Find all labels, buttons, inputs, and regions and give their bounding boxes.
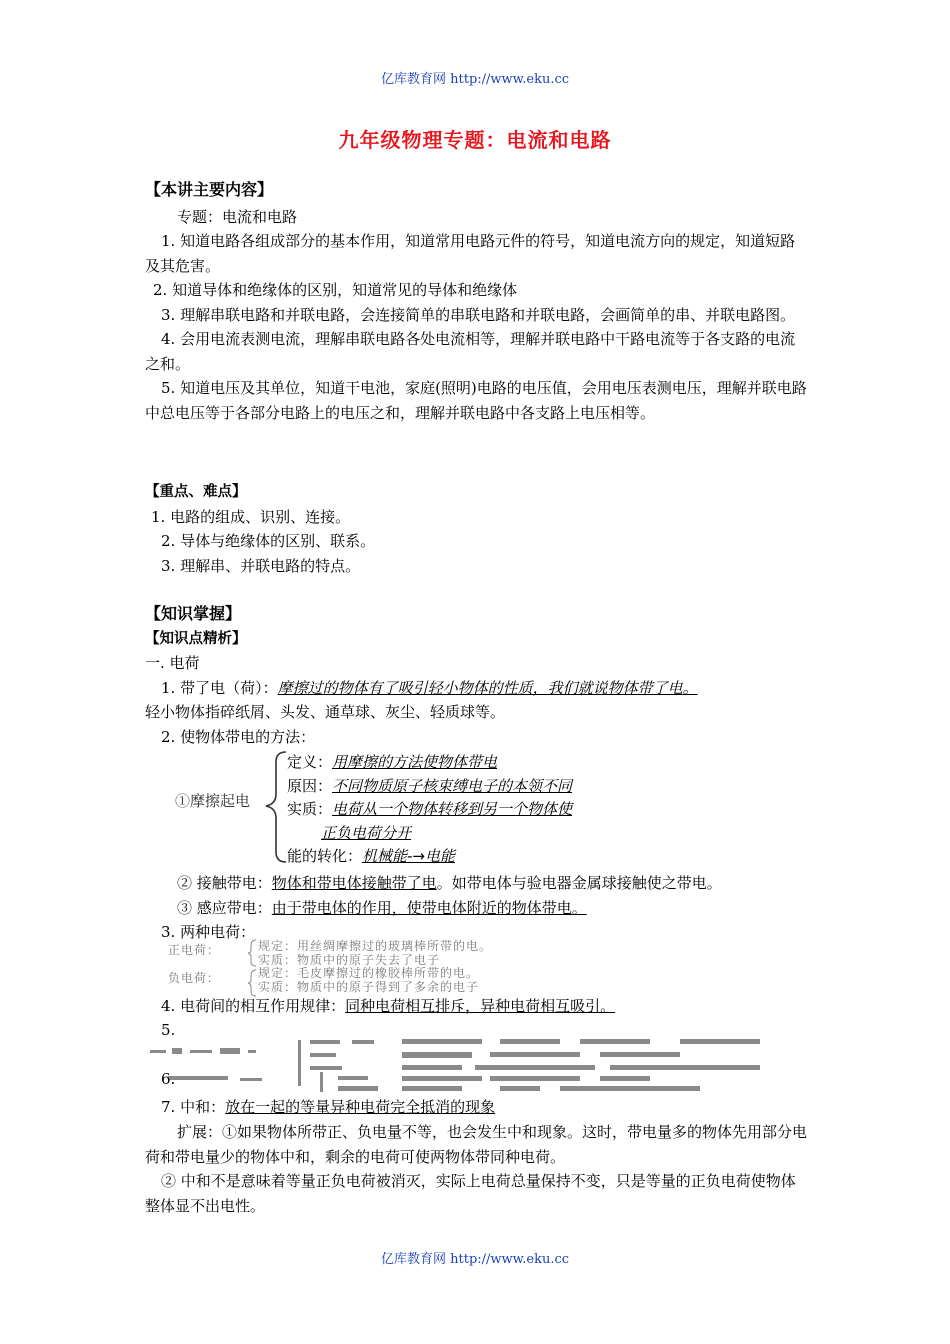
label: 1. 带了电（荷）： [161,678,278,697]
page-footer: 亿库教育网 http://www.eku.cc [380,1252,570,1267]
list-item: 2. 导体与绝缘体的区别、联系。 [161,532,376,550]
positive-charge-label: 正电荷： [168,943,221,957]
friction-label: ①摩擦起电 [175,792,251,810]
key: 能的转化： [287,847,363,865]
contact-charging [177,872,722,893]
definition-underlined: 摩擦过的物体有了吸引轻小物体的性质，我们就说物体带了电。 [277,678,698,697]
sub-section-title: 一. 电荷 [145,654,200,672]
value: 机械能-→电能 [362,847,455,865]
page-title: 九年级物理专题：电流和电路 [338,128,612,152]
section-main-content [145,178,810,425]
paragraph-5: 5. [161,1021,176,1039]
section-heading: 【重点、难点】 [145,483,247,500]
charge-braces-icon [246,938,260,998]
key: 实质： [287,800,333,818]
friction-conversion [287,845,455,866]
section-heading: 【知识掌握】 [145,604,242,623]
value: 不同物质原子核束缚电子的本领不同 [332,777,573,795]
friction-def [287,751,497,772]
key: 原因： [287,777,333,795]
section-heading: 【本讲主要内容】 [145,180,274,199]
paragraph-2: 2. 使物体带电的方法： [161,727,316,746]
sub-heading: 【知识点精析】 [145,629,247,647]
negative-charge-essence: 实质：物质中的原子得到了多余的电子 [258,980,480,994]
value: 用摩擦的方法使物体带电 [332,753,498,771]
extension-1: 扩展：①如果物体所带正、负电量不等，也会发生中和现象。这时，带电量多的物体先用部分电荷和带电量少的物体中和，剩余的电荷可使两物体带同种电荷。 [145,1123,808,1166]
label: ② 接触带电： [177,874,272,892]
note-line: 轻小物体指碎纸屑、头发、通草球、灰尘、轻质球等。 [145,703,506,721]
section-knowledge [145,602,810,749]
friction-cause [287,775,572,796]
negative-charge-label: 负电荷： [168,971,221,985]
underlined: 物体和带电体接触带了电 [271,874,437,892]
positive-charge-def: 规定：用丝绸摩擦过的玻璃棒所带的电。 [258,939,493,953]
friction-essence-cont: 正负电荷分开 [321,824,412,842]
value: 电荷从一个物体转移到另一个物体使 [332,800,573,818]
key: 定义： [287,753,333,771]
paragraph-6: 6. [161,1070,176,1088]
underlined: 放在一起的等量异种电荷完全抵消的现象 [225,1098,496,1116]
underlined: 由于带电体的作用，使带电体附近的物体带电。 [271,899,587,917]
underlined: 同种电荷相互排斥，异种电荷相互吸引。 [345,997,616,1015]
list-item: 3. 理解串、并联电路的特点。 [161,556,361,575]
list-item: 5. 知道电压及其单位，知道干电池，家庭(照明)电路的电压值，会用电压表测电压，理解并联电路中总电压等于各部分电路上的电压之和，理解并联电路中各支路上电压相等。 [145,379,807,422]
label: 4. 电荷间的相互作用规律： [161,997,346,1015]
paragraph-1 [145,676,810,701]
list-item: 4. 会用电流表测电流，理解串联电路各处电流相等，理解并联电路中干路电流等于各支路的电流之和。 [145,330,796,373]
paragraph-3: 3. 两种电荷： [161,923,256,941]
list-item: 1. 知道电路各组成部分的基本作用，知道常用电路元件的符号，知道电流方向的规定，知道短路及其危害。 [145,232,796,275]
section-key-points [145,480,810,578]
page-header: 亿库教育网 http://www.eku.cc [380,72,570,87]
label: ③ 感应带电： [177,899,272,917]
friction-essence [287,798,572,819]
list-item: 1. 电路的组成、识别、连接。 [151,507,351,526]
scanned-table-image [140,1036,780,1092]
list-item: 3. 理解串联电路和并联电路，会连接简单的串联电路和并联电路，会画简单的串、并联电路图。 [161,305,796,324]
negative-charge-def: 规定：毛皮摩擦过的橡胶棒所带的电。 [258,966,480,980]
list-item: 2. 知道导体和绝缘体的区别，知道常见的导体和绝缘体 [153,281,518,299]
extension-2: ② 中和不是意味着等量正负电荷被消灭，实际上电荷总量保持不变，只是等量的正负电荷使物体整体显不出电性。 [145,1172,796,1215]
label: 7. 中和： [161,1098,226,1116]
induction-charging [177,897,587,918]
topic-line: 专题：电流和电路 [177,207,298,226]
extension-block [145,1120,810,1218]
tail: 。如带电体与验电器金属球接触使之带电。 [436,874,722,892]
positive-charge-essence: 实质：物质中的原子失去了电子 [258,953,441,967]
paragraph-4 [161,995,615,1016]
paragraph-7 [161,1096,495,1117]
